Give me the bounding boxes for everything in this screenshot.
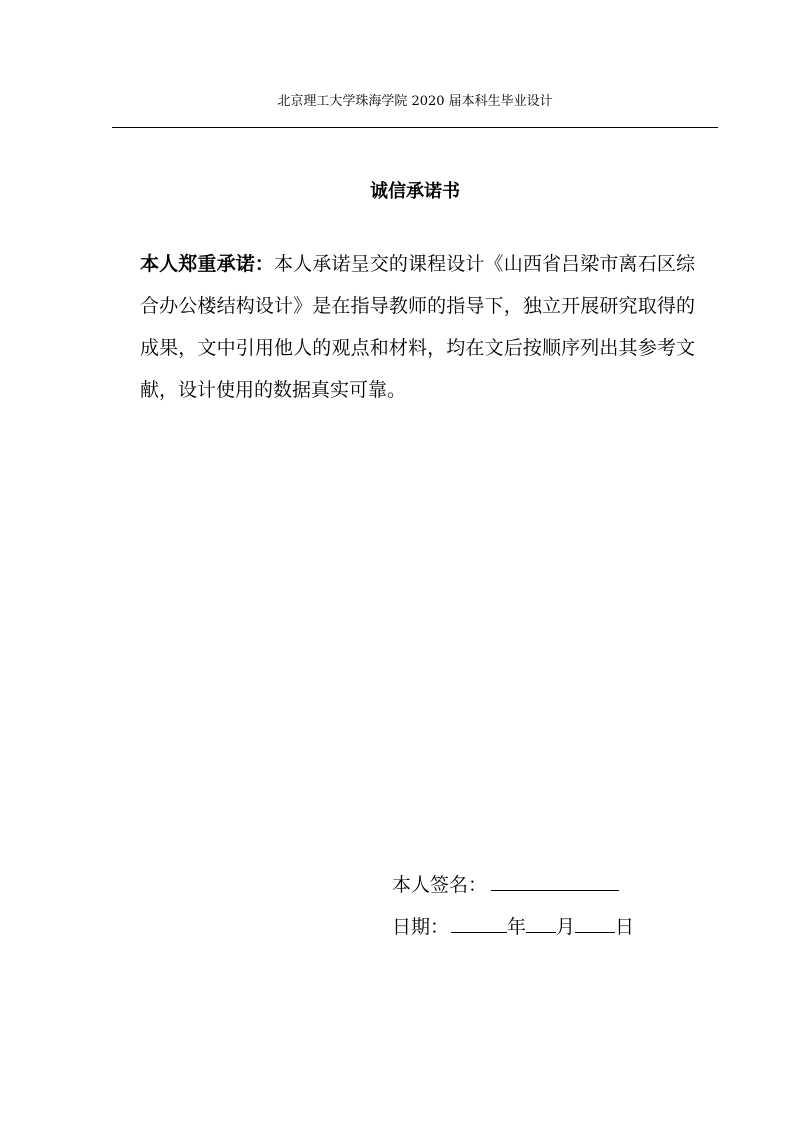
date-row xyxy=(392,912,634,940)
signature-row xyxy=(392,870,619,898)
day-label: 日 xyxy=(615,916,635,938)
pledge-body: 本人承诺呈交的课程设计《山西省吕梁市离石区综合办公楼结构设计》是在指导教师的指导下，独立开展研究取得的成果，文中引用他人的观点和材料，均在文后按顺序列出其参考文献，设计使用的数据真实可靠。 xyxy=(140,253,695,401)
day-blank[interactable] xyxy=(575,912,615,933)
signature-label: 本人签名： xyxy=(392,874,488,896)
pledge-paragraph xyxy=(140,243,695,411)
date-label: 日期： xyxy=(392,916,450,938)
page-title: 诚信承诺书 xyxy=(370,181,460,202)
month-label: 月 xyxy=(556,916,576,938)
signature-blank[interactable] xyxy=(491,870,619,891)
pledge-lead: 本人郑重承诺： xyxy=(140,253,274,275)
year-label: 年 xyxy=(507,916,527,938)
year-blank[interactable] xyxy=(451,912,507,933)
page-header: 北京理工大学珠海学院 2020 届本科生毕业设计 xyxy=(277,94,553,109)
header-divider xyxy=(112,127,718,128)
month-blank[interactable] xyxy=(526,912,556,933)
